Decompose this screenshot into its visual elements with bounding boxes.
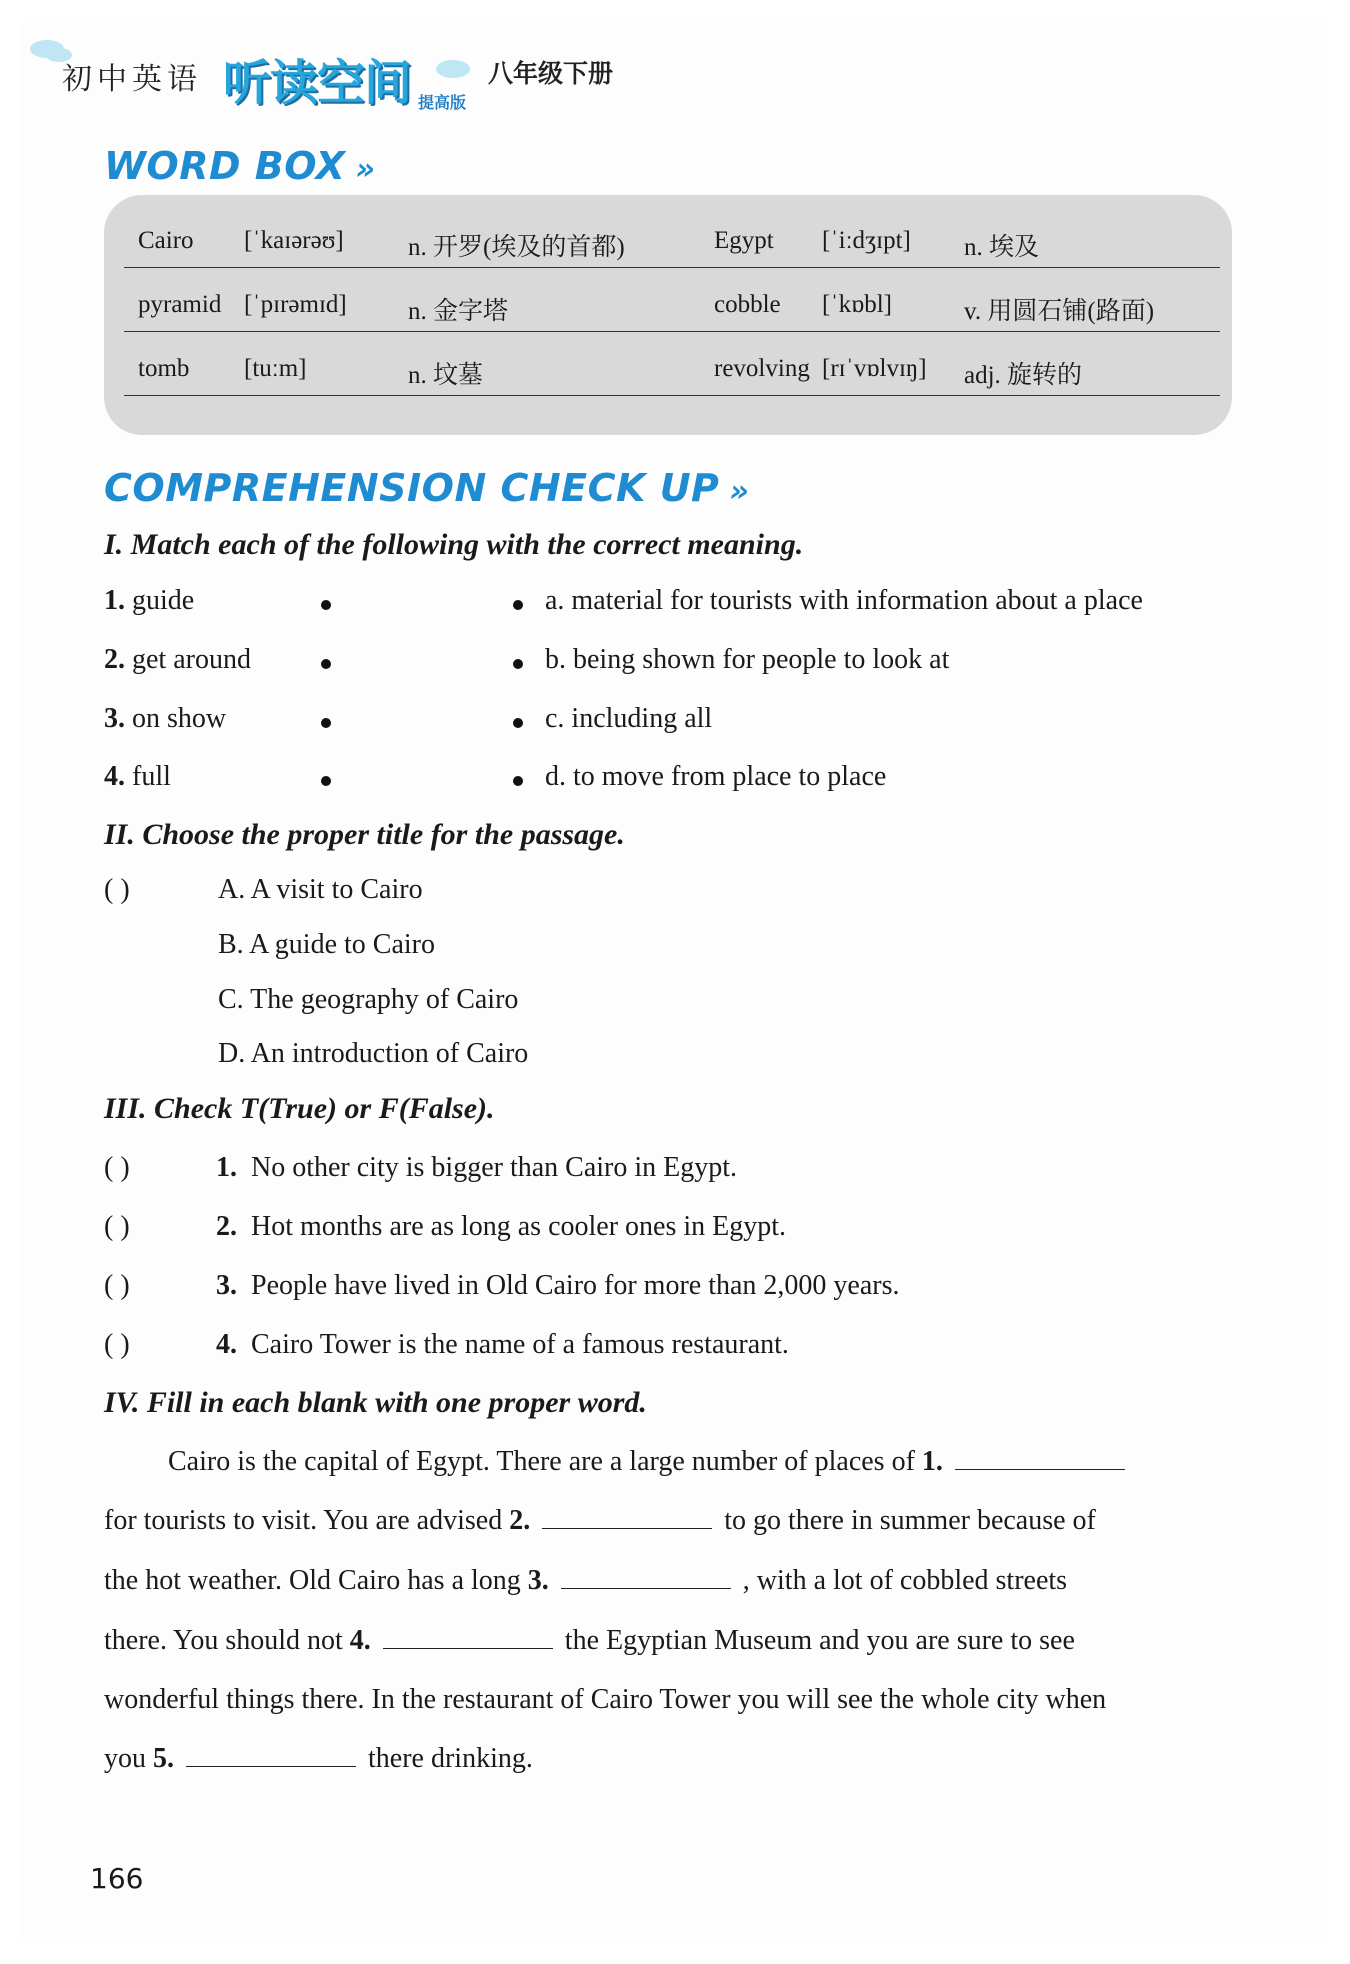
match-left-dot[interactable]	[321, 718, 331, 728]
word: Egypt	[714, 227, 774, 254]
definition: v. 用圆石铺(路面)	[964, 298, 1155, 325]
tf-item: 4. Cairo Tower is the name of a famous restaurant.	[216, 1329, 789, 1360]
passage-line: the hot weather. Old Cairo has a long 3. , with a lot of cobbled streets	[104, 1565, 1068, 1596]
passage-line: wonderful things there. In the restaurant of Cairo Tower you will see the whole city when	[104, 1684, 1107, 1715]
definition: n. 坟墓	[408, 362, 484, 389]
fill-blank-4[interactable]	[383, 1628, 553, 1649]
definition: adj. 旋转的	[964, 362, 1083, 389]
fill-blank-5[interactable]	[186, 1746, 356, 1767]
definition: n. 开罗(埃及的首都)	[408, 234, 625, 261]
answer-bracket[interactable]: ( )	[104, 1211, 130, 1242]
fill-blank-3[interactable]	[561, 1568, 731, 1589]
phonetic: [ˈpɪrəmɪd]	[244, 291, 347, 318]
passage-line: there. You should not 4. the Egyptian Museum and you are sure to see	[104, 1625, 1075, 1656]
match-left-item: 3. on show	[104, 703, 227, 734]
answer-bracket[interactable]: ( )	[104, 1329, 130, 1360]
match-right-item: a. material for tourists with information about a place	[545, 585, 1143, 616]
page-number: 166	[90, 1862, 144, 1895]
fill-blank-1[interactable]	[955, 1449, 1125, 1470]
match-left-item: 1. guide	[104, 585, 195, 616]
phonetic: [tuːm]	[244, 355, 307, 382]
header	[28, 40, 648, 110]
word: revolving	[714, 355, 810, 382]
match-left-dot[interactable]	[321, 659, 331, 669]
part4-heading: IV. Fill in each blank with one proper word.	[104, 1386, 647, 1419]
edition-label: 提高版	[418, 93, 467, 112]
part3-heading: III. Check T(True) or F(False).	[104, 1092, 495, 1125]
definition: n. 金字塔	[408, 298, 509, 325]
match-left-dot[interactable]	[321, 776, 331, 786]
passage-line: you 5. there drinking.	[104, 1743, 533, 1774]
match-right-item: d. to move from place to place	[545, 761, 887, 792]
word-row	[124, 267, 1220, 332]
word: cobble	[714, 291, 781, 318]
match-right-item: b. being shown for people to look at	[545, 644, 950, 675]
option-b: B. A guide to Cairo	[218, 929, 435, 960]
grade-label: 八年级下册	[488, 59, 614, 88]
comprehension-title: COMPREHENSION CHECK UP »	[104, 466, 750, 510]
word: tomb	[138, 355, 190, 382]
definition: n. 埃及	[964, 234, 1040, 261]
double-chevron-icon: »	[729, 474, 750, 509]
part1-heading: I. Match each of the following with the correct meaning.	[104, 528, 804, 561]
tf-item: 3. People have lived in Old Cairo for more than 2,000 years.	[216, 1270, 900, 1301]
match-right-dot[interactable]	[513, 776, 523, 786]
tf-item: 2. Hot months are as long as cooler ones in Egypt.	[216, 1211, 787, 1242]
answer-bracket[interactable]: ( )	[104, 1270, 130, 1301]
match-right-dot[interactable]	[513, 600, 523, 610]
fill-blank-2[interactable]	[542, 1508, 712, 1529]
passage-line: for tourists to visit. You are advised 2. to go there in summer because of	[104, 1505, 1096, 1536]
answer-bracket[interactable]: ( )	[104, 1152, 130, 1183]
option-a: A. A visit to Cairo	[218, 874, 423, 905]
word-box-title: WORD BOX »	[104, 144, 376, 188]
word: pyramid	[138, 291, 222, 318]
match-left-item: 4. full	[104, 761, 171, 792]
match-left-dot[interactable]	[321, 600, 331, 610]
word-row	[124, 203, 1220, 268]
phonetic: [ˈkɒbl]	[822, 291, 892, 318]
option-d: D. An introduction of Cairo	[218, 1038, 529, 1069]
tf-item: 1. No other city is bigger than Cairo in Egypt.	[216, 1152, 738, 1183]
match-right-item: c. including all	[545, 703, 713, 734]
phonetic: [ˈiːdʒɪpt]	[822, 227, 911, 254]
match-right-dot[interactable]	[513, 659, 523, 669]
phonetic: [ˈkaɪərəʊ]	[244, 227, 344, 254]
match-left-item: 2. get around	[104, 644, 251, 675]
double-chevron-icon: »	[355, 152, 376, 187]
match-right-dot[interactable]	[513, 718, 523, 728]
phonetic: [rɪˈvɒlvɪŋ]	[822, 355, 927, 382]
series-logo: 听读空间	[223, 55, 412, 111]
word: Cairo	[138, 227, 194, 254]
series-title: 初中英语	[62, 62, 202, 97]
passage-line: Cairo is the capital of Egypt. There are a large number of places of 1.	[168, 1446, 1137, 1478]
answer-bracket[interactable]: ( )	[104, 874, 130, 905]
part2-heading: II. Choose the proper title for the passage.	[104, 818, 625, 851]
option-c: C. The geography of Cairo	[218, 984, 519, 1015]
word-box	[104, 195, 1232, 435]
word-row	[124, 331, 1220, 396]
